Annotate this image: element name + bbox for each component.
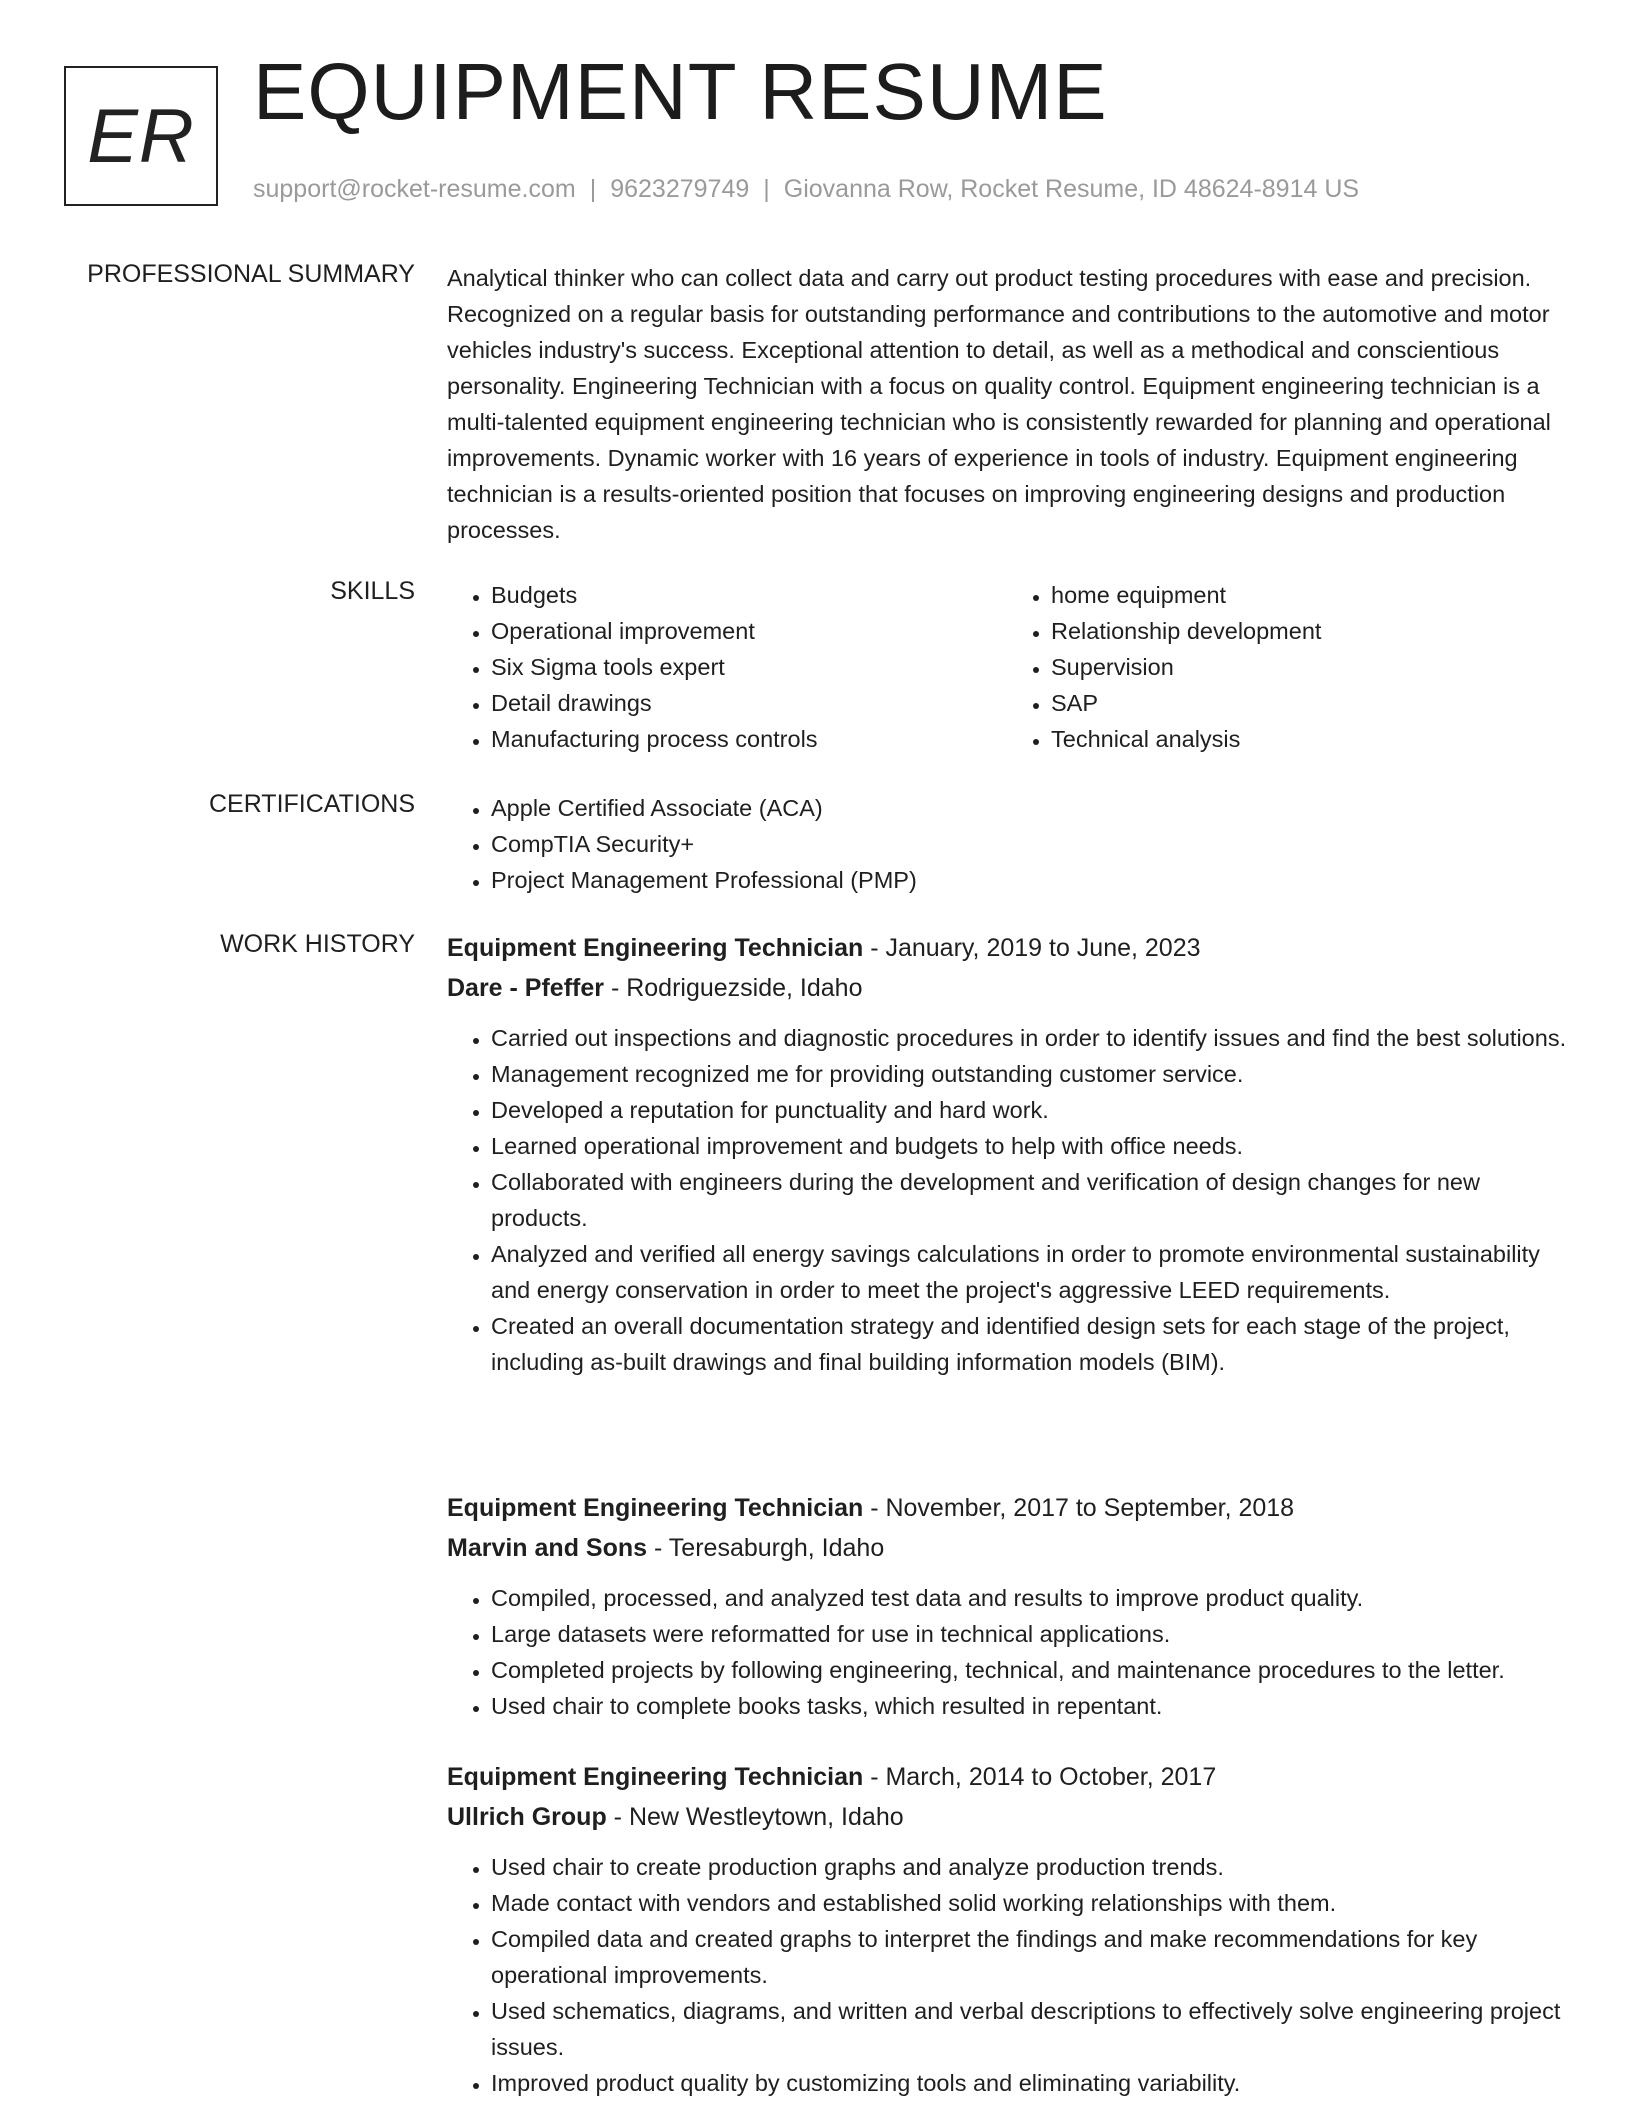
job-company-line: [447, 968, 1567, 1008]
skill-item: • SAP: [1051, 685, 1567, 721]
job-bullet: • Developed a reputation for punctuality and hard work.: [491, 1092, 1567, 1128]
job-bullet: • Improved product quality by customizing tools and eliminating variability.: [491, 2065, 1567, 2101]
job-bullet: • Carried out inspections and diagnostic procedures in order to identify issues and find the best solutions.: [491, 1020, 1567, 1056]
job-bullet: • Collaborated with engineers during the development and verification of design changes for new products.: [491, 1164, 1567, 1236]
work-history-heading: WORK HISTORY: [220, 930, 415, 958]
contact-separator: |: [763, 175, 770, 203]
skills-list-right: [1007, 577, 1567, 757]
job-bullet: • Completed projects by following engineering, technical, and maintenance procedures to the letter.: [491, 1652, 1567, 1688]
job-company: Marvin and Sons: [447, 1534, 648, 1562]
job-bullets: [447, 1849, 1567, 2101]
certifications-list: [447, 790, 1567, 898]
job-bullet: • Learned operational improvement and budgets to help with office needs.: [491, 1128, 1567, 1164]
job-entry: [447, 1488, 1567, 1724]
contact-phone: 9623279749: [610, 175, 750, 203]
job-location: - Teresaburgh, Idaho: [647, 1534, 885, 1562]
contact-separator: |: [589, 175, 597, 203]
skill-item: • Manufacturing process controls: [491, 721, 1007, 757]
contact-address: Giovanna Row, Rocket Resume, ID 48624-8914 US: [783, 175, 1360, 203]
job-title: Equipment Engineering Technician: [447, 1763, 864, 1791]
job-bullet: • Made contact with vendors and established solid working relationships with them.: [491, 1885, 1567, 1921]
skills-heading: SKILLS: [330, 577, 415, 605]
certification-item: • Project Management Professional (PMP): [491, 862, 1567, 898]
skill-item: • Supervision: [1051, 649, 1567, 685]
job-title: Equipment Engineering Technician: [447, 934, 864, 962]
job-entry: [447, 1757, 1567, 2101]
certification-item: • Apple Certified Associate (ACA): [491, 790, 1567, 826]
skill-item: • Six Sigma tools expert: [491, 649, 1007, 685]
job-company: Ullrich Group: [447, 1803, 607, 1831]
job-company-line: [447, 1797, 1567, 1837]
job-title-line: [447, 1488, 1567, 1528]
job-title-line: [447, 1757, 1567, 1797]
job-dates: - January, 2019 to June, 2023: [863, 934, 1201, 962]
certifications-heading: CERTIFICATIONS: [208, 790, 415, 818]
job-company-line: [447, 1528, 1567, 1568]
job-bullet: • Compiled, processed, and analyzed test data and results to improve product quality.: [491, 1580, 1567, 1616]
job-title-line: [447, 928, 1567, 968]
job-bullet: • Analyzed and verified all energy savings calculations in order to promote environmental sustainability and energy conservation in order to meet the project's aggressive LEED requirements.: [491, 1236, 1567, 1308]
monogram-logo: ER: [64, 66, 218, 206]
job-dates: - November, 2017 to September, 2018: [863, 1494, 1295, 1522]
contact-email: support@rocket-resume.com: [253, 175, 576, 203]
skill-item: • Operational improvement: [491, 613, 1007, 649]
skill-item: • Detail drawings: [491, 685, 1007, 721]
job-bullet: • Used chair to complete books tasks, which resulted in repentant.: [491, 1688, 1567, 1724]
job-bullets: [447, 1020, 1567, 1380]
job-bullet: • Compiled data and created graphs to interpret the findings and make recommendations for key operational improvements.: [491, 1921, 1567, 1993]
job-bullet: • Large datasets were reformatted for use in technical applications.: [491, 1616, 1567, 1652]
job-title: Equipment Engineering Technician: [447, 1494, 864, 1522]
resume-title: EQUIPMENT RESUME: [253, 47, 1108, 136]
skills-list-left: [447, 577, 1007, 757]
job-company: Dare - Pfeffer: [447, 974, 604, 1002]
summary-heading: PROFESSIONAL SUMMARY: [87, 260, 415, 288]
job-location: - Rodriguezside, Idaho: [604, 974, 863, 1002]
certification-item: • CompTIA Security+: [491, 826, 1567, 862]
skill-item: • Technical analysis: [1051, 721, 1567, 757]
job-bullet: • Used chair to create production graphs and analyze production trends.: [491, 1849, 1567, 1885]
job-bullet: • Management recognized me for providing outstanding customer service.: [491, 1056, 1567, 1092]
job-bullets: [447, 1580, 1567, 1724]
job-location: - New Westleytown, Idaho: [606, 1803, 904, 1831]
summary-text: Analytical thinker who can collect data and carry out product testing procedures with ease and precision. Recognized on a regular basis for outstanding performance and contributions to the automotive and motor vehicles industry's success. Exceptional attention to detail, as well as a methodical and conscientious personality. Engineering Technician with a focus on quality control. Equipment engineering technician is a multi-talented equipment engineering technician who is consistently rewarded for planning and operational improvements. Dynamic worker with 16 years of experience in tools of industry. Equipment engineering technician is a results-oriented position that focuses on improving engineering designs and production processes.: [447, 265, 1551, 543]
skill-item: • Budgets: [491, 577, 1007, 613]
skill-item: • Relationship development: [1051, 613, 1567, 649]
job-bullet: • Used schematics, diagrams, and written and verbal descriptions to effectively solve engineering project issues.: [491, 1993, 1567, 2065]
job-dates: - March, 2014 to October, 2017: [863, 1763, 1217, 1791]
contact-line: [253, 175, 1359, 204]
job-entry: [447, 928, 1567, 1380]
job-bullet: • Created an overall documentation strategy and identified design sets for each stage of the project, including as-built drawings and final building information models (BIM).: [491, 1308, 1567, 1380]
skill-item: • home equipment: [1051, 577, 1567, 613]
